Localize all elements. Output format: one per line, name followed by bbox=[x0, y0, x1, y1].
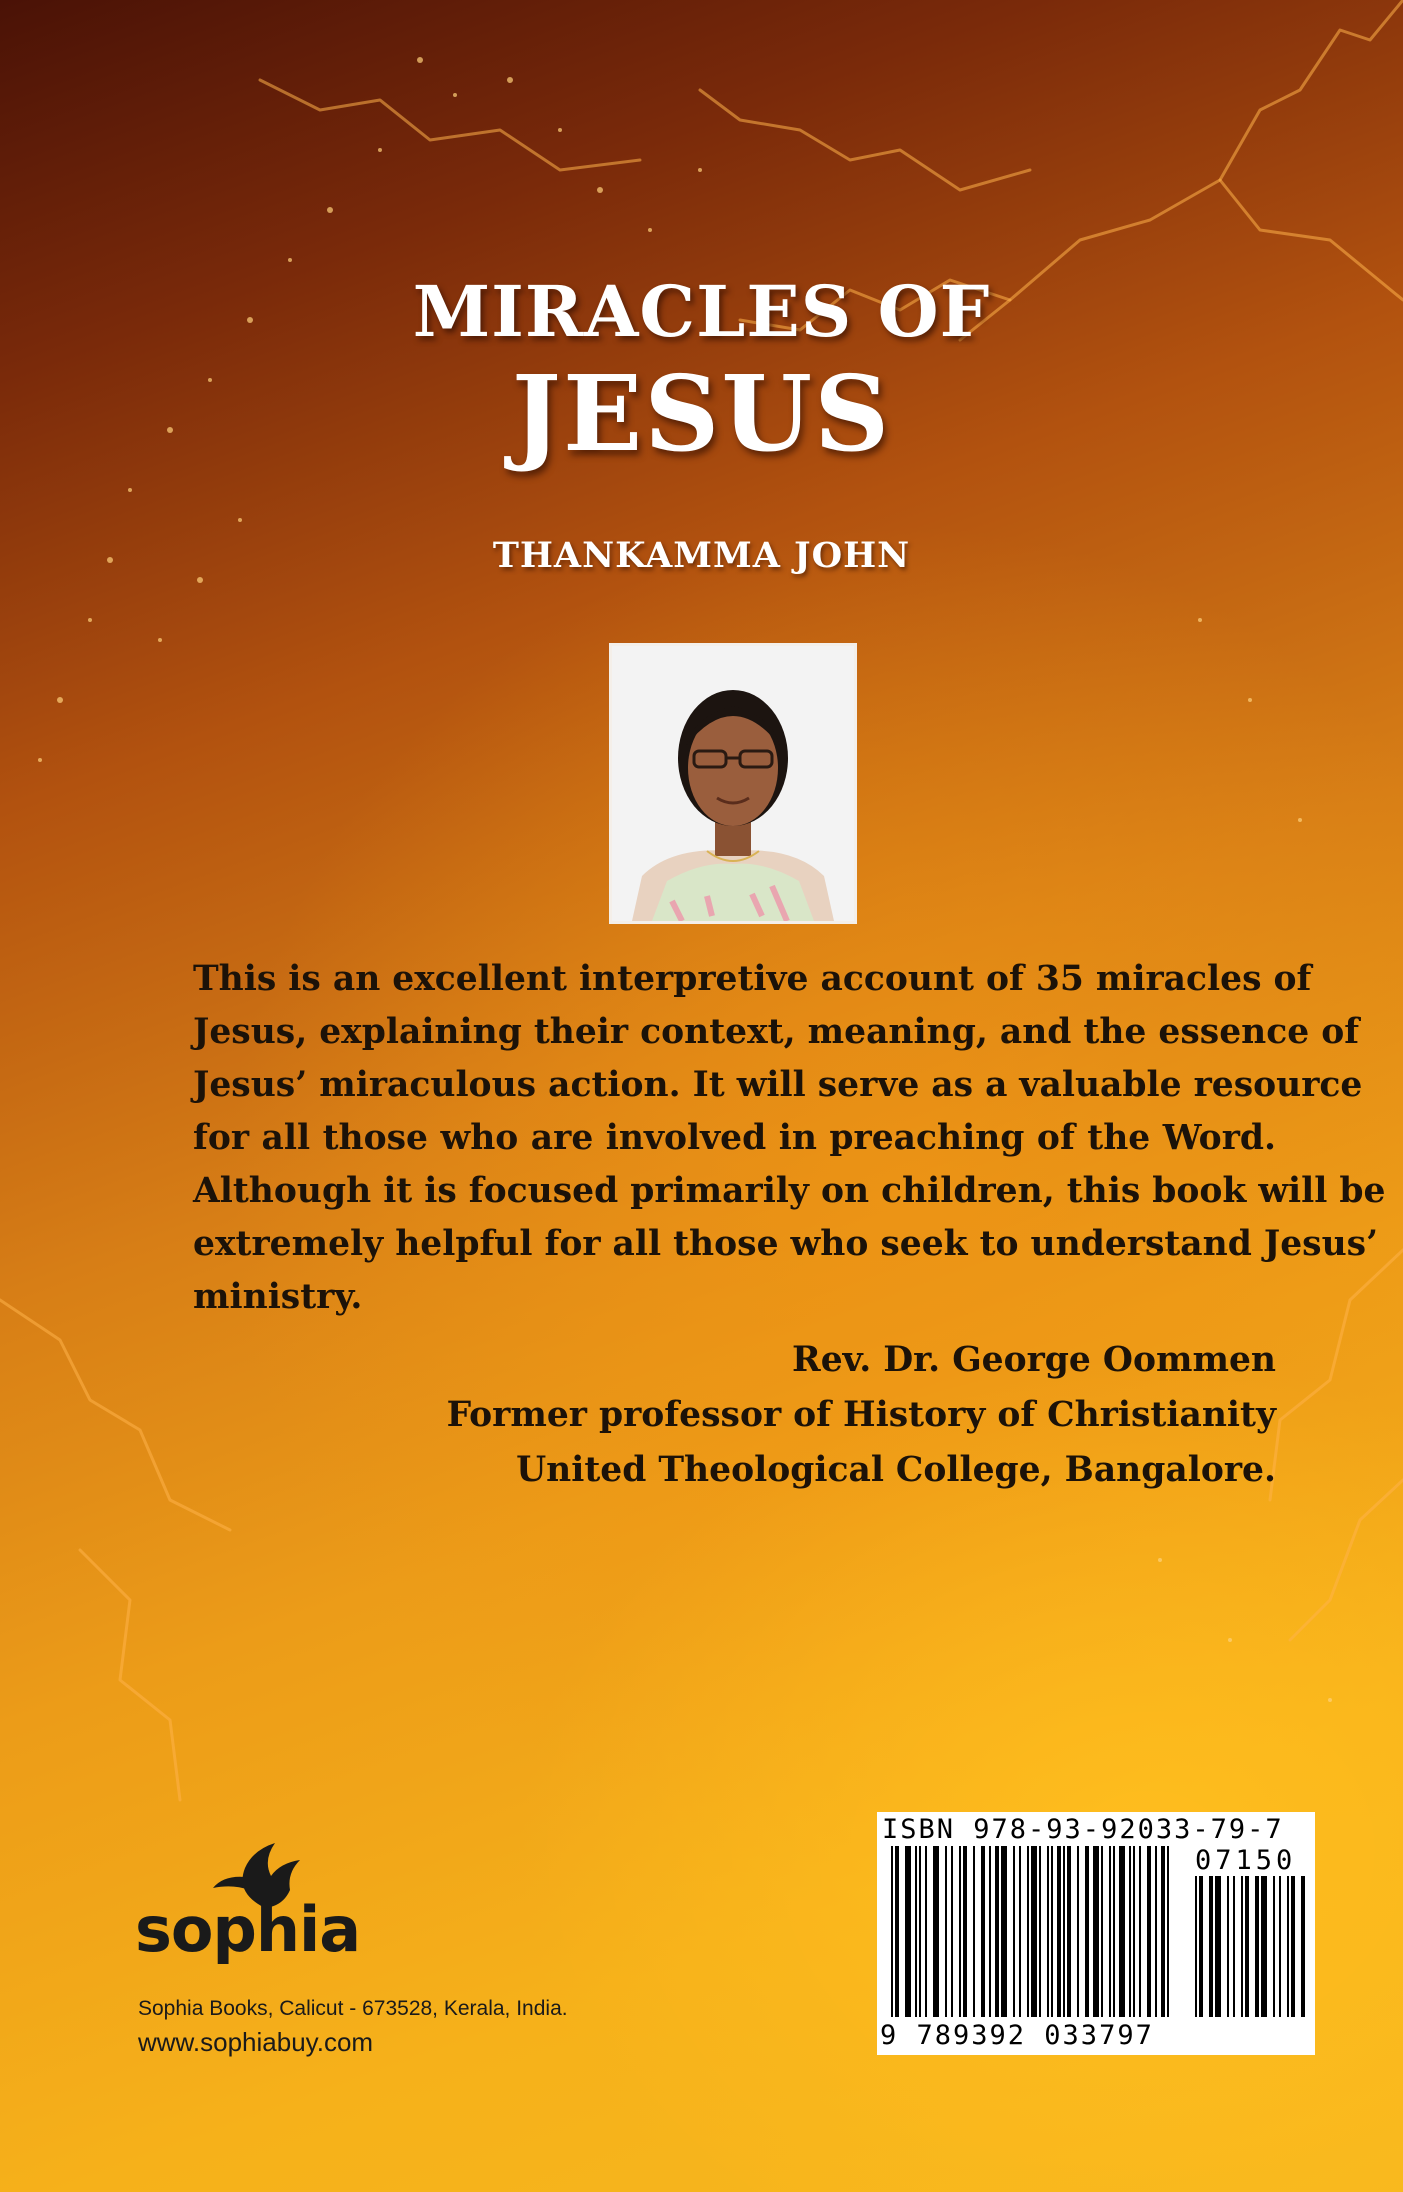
publisher-address: Sophia Books, Calicut - 673528, Kerala, India. bbox=[138, 1997, 568, 2020]
price-code: 07150 bbox=[1195, 1845, 1297, 1876]
isbn-label: ISBN 978-93-92033-79-7 bbox=[882, 1814, 1284, 1845]
book-title-line-2: JESUS bbox=[511, 352, 892, 475]
book-title-line-1: MIRACLES OF bbox=[412, 270, 991, 353]
blurb-line: for all those who are involved in preaching of the Word. bbox=[193, 1118, 1276, 1158]
publisher-logo bbox=[135, 1838, 405, 1988]
book-blurb bbox=[193, 953, 1386, 1324]
ean-digits: 9 789392 033797 bbox=[880, 2020, 1154, 2051]
attribution-title: Former professor of History of Christianity bbox=[446, 1395, 1276, 1435]
blurb-line: This is an excellent interpretive account of 35 miracles of bbox=[193, 959, 1312, 999]
blurb-line: extremely helpful for all those who seek to understand Jesus’ bbox=[193, 1224, 1379, 1264]
isbn-barcode bbox=[877, 1812, 1315, 2055]
blurb-line: Jesus’ miraculous action. It will serve as a valuable resource bbox=[193, 1065, 1363, 1105]
publisher-logo-text: sophia bbox=[135, 1893, 361, 1966]
blurb-line: Jesus, explaining their context, meaning, and the essence of bbox=[193, 1012, 1360, 1052]
publisher-website: www.sophiabuy.com bbox=[138, 2027, 374, 2057]
author-photo bbox=[609, 643, 857, 924]
attribution-name: Rev. Dr. George Oommen bbox=[792, 1340, 1276, 1380]
blurb-line: Although it is focused primarily on children, this book will be bbox=[193, 1171, 1386, 1211]
author-name: THANKAMMA JOHN bbox=[492, 535, 911, 576]
blurb-attribution bbox=[400, 1333, 1276, 1498]
author-portrait-icon bbox=[612, 646, 854, 921]
attribution-institution: United Theological College, Bangalore. bbox=[516, 1450, 1276, 1490]
blurb-line: ministry. bbox=[193, 1277, 363, 1317]
